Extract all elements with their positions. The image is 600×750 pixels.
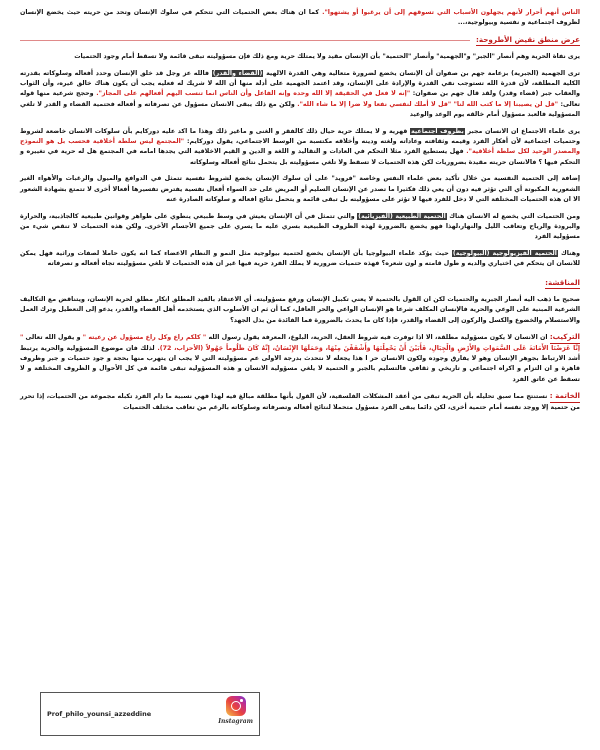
text-run: قهرية و لا يمتلك حرية حيال ذلك كالفقر و الغنى و ماغير ذلك وهذا ما اكد عليه دوركايم بأن سلوكات الانسان خاضعة لشروط وحتميات اجتماعية لأن أفكار الفرد وقيمه وثقافته وعاداته ولغته ودينه وأخلاقه مكتسبة من الوسط الاجتماعي، يقول دوركايم: [20, 127, 581, 146]
text-run: و يقول الله تعالى [23, 334, 83, 342]
instagram-badge [218, 696, 253, 727]
intro-quote: الناس أنهم أحرار لأنهم يجهلون الأسباب التي تسوقهم إلى أن يرغبوا أو يشتهوا". [322, 9, 581, 16]
text-run: ولكن مع ذلك يبقى الانسان مسؤول عن تصرفاته و أفعاله فحتمية القضاء و القدر لا تلغي المسؤولية فالعبد مسؤول أمام خالقه يوم الوعد والوعيد [20, 100, 580, 119]
antithesis-heading: عرض منطق نقيض الأطروحة: [476, 35, 580, 46]
highlight-biology: الحتمية الفيزيولوجية (البيولوجية) [452, 249, 557, 257]
synthesis-paragraph [20, 332, 580, 385]
heading-rule [20, 40, 470, 41]
quote-durkheim: "المجتمع ليس سلطة أخلاقية فحسب بل هو النموذج والمصدر الوحيد لكل سلطة أخلاقية". [20, 138, 581, 156]
biology-paragraph [20, 249, 580, 270]
text-run: فهل يستطيع الفرد مثلا التحكم في العادات و التقاليد و اللغة و الدين و القيم الاخلاقية التي يجدها امامه في المجتمع هل له حرية في تغييره و التحكم فيها ؟ فالانسان حريته مقيدة بضروريات لكن هذه الحتميات لا تسقط ولا تلغي مسؤوليته بل يتحمل نتائج أفعاله وسلوكاته [20, 148, 580, 166]
text-run: والتي تتمثل في أن الإنسان يعيش في وسط طبيعي ينطوي على ظواهر وقوانين طبيعية كالجاذبية، والحرارة والبرودة والرياح وتعاقب الليل والنهار،لهذا فهو يخضع بالضرورة لهذه الظروف الطبيعية بسري عليه ما يسري على جميع الأجسام الأخرى. ولكن هذه الحتميات لا تنقص شيء من مسؤولية الفرد [20, 212, 580, 241]
quote-hadith: " كلكم راع وكل راع مسؤول عن رعيته " [82, 334, 207, 342]
author-footer-box [40, 692, 260, 736]
psychology-paragraph: إضافة إلى الحتمية النفسية من خلال تأكيد بعض علماء النفس وخاصة "فرويد" على أن سلوك الإنسان يخضع لشروط نفسية تتمثل في الدوافع والميول والرغبات والأهواء الغير الشعورية المكبوتة أي التي تؤثر فيه دون أن يعي ذلك فكثيرا ما تصدر عن الإنسان السليم أو المريض على حد السواء أفعال نفسية يفترض تفسيرها أفعالا أخرى لا تتمتع بشهادة الشعور الا ان هذه الحتميات المختلفة التي لا دخل للفرد فيها لا تؤثر على مسؤوليته بل تبقى قائمة و يتحمل نتائج افعاله و سلوكاته الصادرة عنه [20, 175, 580, 204]
text-run: لذلك فان موضوع المسؤولية والحرية يرتبط أشد الارتباط بجوهر الإنسان وهو لا يفارق وجوده ولكون الانسان حر ا هذا يجعله لا نتحدث بدرجة الاولى عم مسؤوليته التي لا يجب ان يتهرب منها بحجة و جود حتميات و جبر وظروف قاهرة و ان التزام و اكراه اجتماعي و تاريخي و ثقافي فالتسليم بالجبر و الحتمية لا يلغي مسؤولية الانسان و هذه المسؤولية تبقى قائمة في كل الأحوال و الظروف المختلفة و لا تسقط عن عاتق الفرد [20, 344, 580, 383]
author-handle: Prof_philo_younsi_azzeddine [47, 709, 152, 718]
highlight-social: بظروف اجتماعية [411, 127, 464, 135]
antithesis-heading-row [20, 35, 580, 46]
text-run: ان الانسان لا يكون مسؤولية مطلقة، الا اذا توفرت فيه شروط العقل، الحرية، البلوغ، المعرفة يقول رسول الله [206, 334, 550, 342]
highlight-fate: (القضاء والقدر) [212, 69, 263, 77]
conclusion-heading: الخاتمة : [550, 391, 580, 402]
instagram-label: Instagram [218, 718, 253, 726]
quote-ahzab: " إنَّا عَرَضْنَا الأَمَانَةَ عَلَى السَّمَوَاتِ وَالأَرْضِ وَالْجِبَالِ، فَأَبَيْنَ أَنْ يَحْمِلْنَهَا وَأَشْفَقْنَ مِنْهَا، وَحَمَلَهَا الإِنْسَانُ، إِنَّهُ كَانَ ظَلُوماً جَهُولاً (الأحزاب، 72). [20, 334, 580, 352]
synthesis-heading: التركيب: [550, 332, 580, 343]
intro-text-2: الإنسان وتحد من حريته حيث يخضع الإنسان لظروف اجتماعية و نفسية وبيولوجية،... [20, 9, 580, 27]
highlight-natural: الحتمية الطبيعية (الفيزيائية) [358, 212, 446, 220]
text-run: ومن الحتميات التي يخضع له الانسان هناك [446, 212, 580, 220]
text-run: ترى الجهمية (الجبرية) بزعامة جهم بن صفوان أن الإنسان يخضع لضرورة متعالية وهي القدرة الالهية [263, 69, 580, 77]
natural-paragraph [20, 212, 580, 243]
instagram-flash [240, 699, 243, 702]
antithesis-intro: يرى نفاة الحرية وهم أنصار "الجبر" و"الجهمية" وأنصار "الحتمية" بأن الإنسان مقيد ولا يمتلك حرية ومع ذلك فإن مسؤوليته تبقى قائمة ولا تسقط أمام وجود الحتميات [74, 53, 580, 61]
quote-jahm: "إنه لا فعل في الحقيقة إلا الله وحده وإنه الفاعل وأن الناس انما تنسب اليهم أفعالهم على المجاز". [96, 90, 411, 98]
text-run: فالله عز وجل قد خلق الإنسان وحدد أفعاله وسلوكاته بقدرته الكلية المطلقة، لأن قدرة الله تستوجب نفي القدرة والإرادة على الإنسان، وقد اعتمد الجهمية على أدلة منها أن الله لا شريك له فعليه يجب أن يكون هناك خالق غيره، وأن الثواب والعقاب جبر (قضاء وقدر) ولقد قال جهم بن صفوان: [20, 69, 580, 98]
intro-text: كما ان هناك بعض الحتميات التي تتحكم في سلوك [160, 9, 323, 16]
critique-heading: المناقشة: [545, 278, 580, 289]
text-run: وهناك [557, 249, 581, 257]
sociology-paragraph [20, 127, 580, 169]
conclusion-paragraph [20, 391, 580, 413]
instagram-icon [226, 696, 246, 716]
text-run: وحجج شرعية منها قوله تعالى: [20, 90, 580, 108]
text-run: نستنتج مما سبق تحليله بأن الحرية تبقى من أعقد المشكلات الفلسفية، لأن القول بأنها مطلقة مبالغ فيه لهذا فهي نسبية ما دام الفرد تكبله مجموعة من الحتميات، إذا تحرر من حتمية إلا ووجد نفسه أمام حتمية أخرى، لكن دائما يبقى الفرد مسؤول متحملا لنتائج أفعاله وتصرفاته وسلوكاته بالرغم من تعاقب مختلف الحتميات [20, 393, 580, 411]
jahmiya-paragraph [20, 69, 580, 121]
instagram-lens [231, 701, 241, 711]
intro-paragraph [20, 8, 580, 29]
quote-quran: "قل لن يصيبنا إلا ما كتب الله لنا" "قل لا أملك لنفسي نفعا ولا ضرا إلا ما شاء الله". [297, 100, 558, 108]
critique-paragraph: صحيح ما ذهب اليه أنصار الجبرية والحتميات لكن ان القول بالحتمية لا يعني تكبيل الإنسان ورفع مسؤوليته. أي الاعتقاد بالقيد المطلق انكار مطلق لحرية الإنسان، ويتناقض مع التكاليف الشرعية المبنية على الوعي والحرية فالإنسان المكلف شرعا هو الإنسان الواعي والحر العاقل، كما أن ثم ان الأسلوب الذي يستخدمه أهل القضاء والقدر، يدعو إلى التعطيل وترك العمل والاستسلام والخضوع والكسل والركون إلى القضاء والقدر، فإذا كان ما يحدث بالضرورة فما الفائدة من بذل الجهد؟ [20, 295, 580, 324]
text-run: يرى علماء الاجتماع ان الانسان مجبر [464, 127, 580, 135]
text-run: حيث يؤكد علماء البيولوجيا بأن الإنسان يخضع لحتمية بيولوجية مثل النمو و النظام الاعضاء كما انه يكون حاملا لصفات وراثية فهل يمكن للانسان ان يتحكم في اختياري والديه و طول قامته و لون شعره؟ فهذه حتميات ضرورية لا يملك الفرد حرية فيها غير ان هذه الحتميات لا تلغي مسؤوليته تجاه أفعاله و تصرفاته [20, 249, 580, 268]
